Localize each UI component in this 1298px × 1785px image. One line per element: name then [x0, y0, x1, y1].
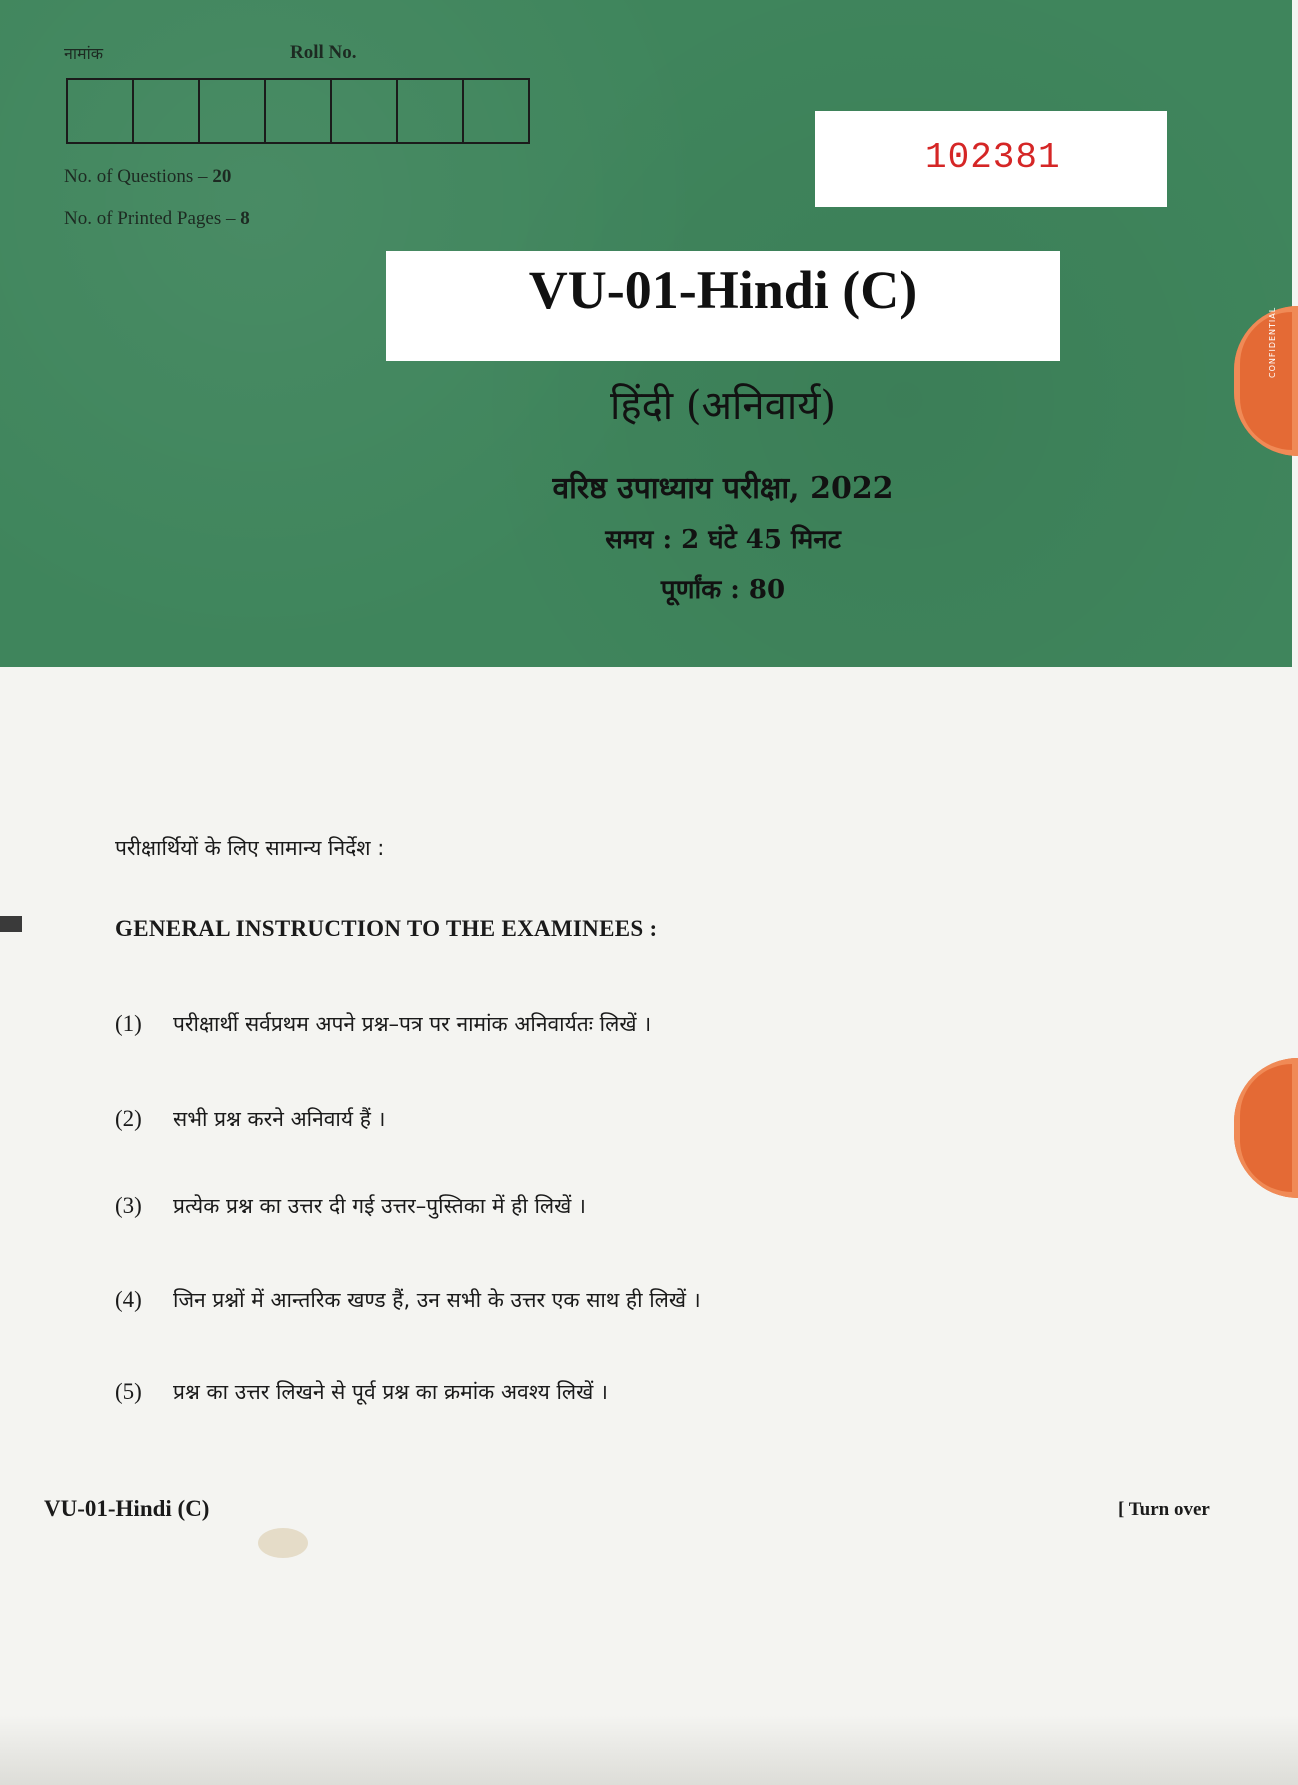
- roll-box[interactable]: [464, 80, 528, 142]
- paper-code-box: [386, 251, 1060, 361]
- instruction-item: [115, 1286, 701, 1314]
- subject-title: हिंदी (अनिवार्य): [609, 383, 837, 429]
- instruction-item: [115, 1105, 386, 1133]
- paper-stain: [258, 1528, 308, 1558]
- serial-number-box: [815, 111, 1167, 207]
- instruction-number: (4): [115, 1287, 142, 1312]
- footer-paper-code: VU-01-Hindi (C): [44, 1496, 210, 1521]
- instruction-text: सभी प्रश्न करने अनिवार्य हैं ।: [173, 1107, 386, 1131]
- instructions-heading-hindi: परीक्षार्थियों के लिए सामान्य निर्देश :: [115, 836, 385, 860]
- instruction-text: परीक्षार्थी सर्वप्रथम अपने प्रश्न–पत्र पर नामांक अनिवार्यतः लिखें ।: [173, 1012, 652, 1036]
- roll-box[interactable]: [332, 80, 398, 142]
- scan-edge-shadow: [0, 1715, 1298, 1785]
- seal-text: CONFIDENTIAL: [1268, 306, 1277, 378]
- instruction-text: प्रश्न का उत्तर लिखने से पूर्व प्रश्न का क्रमांक अवश्य लिखें ।: [173, 1380, 608, 1404]
- pages-value: 8: [240, 208, 250, 229]
- instruction-number: (5): [115, 1379, 142, 1404]
- instructions-heading-english: GENERAL INSTRUCTION TO THE EXAMINEES :: [115, 916, 658, 941]
- roll-box[interactable]: [200, 80, 266, 142]
- instruction-item: [115, 1192, 586, 1220]
- instruction-number: (3): [115, 1193, 142, 1218]
- instruction-number: (1): [115, 1011, 142, 1036]
- instruction-number: (2): [115, 1106, 142, 1131]
- exam-name: वरिष्ठ उपाध्याय परीक्षा, 2022: [552, 471, 894, 506]
- turn-over-note: [ Turn over: [1118, 1499, 1210, 1520]
- questions-value: 20: [212, 166, 232, 187]
- roll-box[interactable]: [134, 80, 200, 142]
- questions-count: [64, 166, 231, 188]
- roll-no-label: Roll No.: [290, 42, 357, 63]
- instruction-item: [115, 1010, 651, 1038]
- serial-number: 102381: [925, 137, 1061, 178]
- instruction-text: प्रत्येक प्रश्न का उत्तर दी गई उत्तर–पुस्तिका में ही लिखें ।: [173, 1194, 586, 1218]
- roll-number-boxes[interactable]: [66, 78, 530, 144]
- instruction-item: [115, 1378, 608, 1406]
- namank-label: नामांक: [64, 44, 104, 63]
- full-marks: पूर्णांक : 80: [660, 575, 786, 605]
- pages-label: No. of Printed Pages –: [64, 208, 241, 229]
- edge-mark: [0, 916, 22, 932]
- printed-pages-count: [64, 208, 250, 230]
- exam-duration: समय : 2 घंटे 45 मिनट: [605, 525, 841, 555]
- questions-label: No. of Questions –: [64, 166, 213, 187]
- instruction-text: जिन प्रश्नों में आन्तरिक खण्ड हैं, उन सभी के उत्तर एक साथ ही लिखें ।: [173, 1288, 701, 1312]
- roll-box[interactable]: [68, 80, 134, 142]
- cover-band: [0, 0, 1292, 667]
- confidential-seal-icon: [1234, 1058, 1298, 1198]
- roll-box[interactable]: [266, 80, 332, 142]
- roll-box[interactable]: [398, 80, 464, 142]
- paper-code: VU-01-Hindi (C): [528, 260, 918, 320]
